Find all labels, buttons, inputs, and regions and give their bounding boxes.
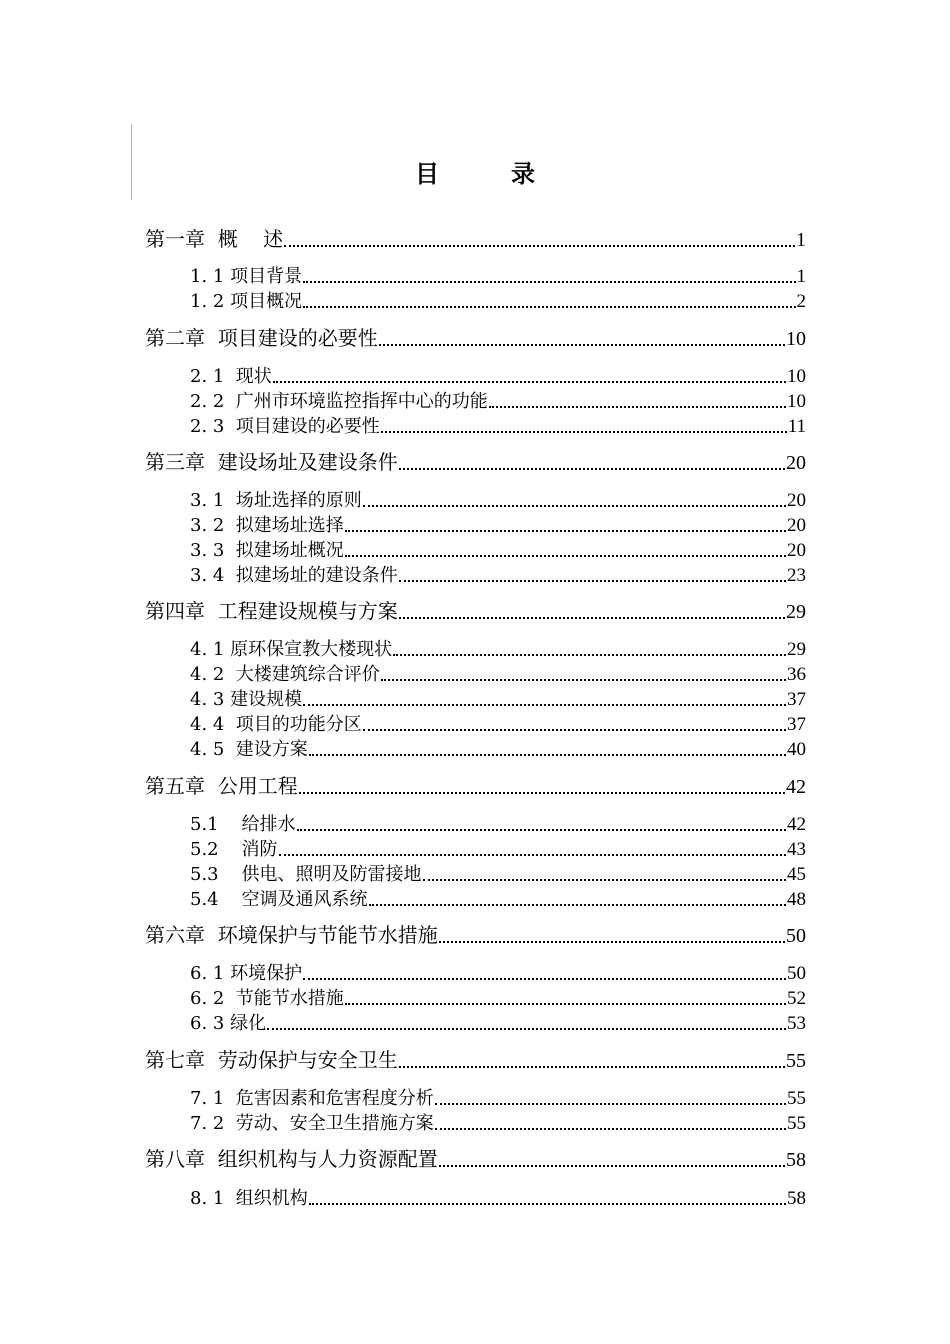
dot-leader — [345, 555, 786, 557]
toc-section-entry[interactable] — [190, 484, 806, 512]
dot-leader — [345, 530, 786, 532]
dot-leader — [303, 978, 786, 980]
toc-page-number: 2 — [796, 291, 806, 312]
toc-entry-label: 5.2 消防 — [190, 839, 278, 860]
toc-chapter-entry[interactable] — [145, 323, 806, 351]
toc-page-number: 58 — [787, 1188, 806, 1209]
toc-page-number: 23 — [787, 565, 806, 586]
toc-entry-label: 3. 1 场址选择的原则 — [190, 490, 362, 511]
dot-leader — [439, 941, 785, 943]
toc-entry-label: 5.1 给排水 — [190, 814, 296, 835]
dot-leader — [399, 617, 785, 619]
dot-leader — [399, 1066, 785, 1068]
toc-entry-label: 4. 3 建设规模 — [190, 689, 303, 710]
toc-page-number: 20 — [787, 540, 806, 561]
toc-entry-label: 第八章 组织机构与人力资源配置 — [145, 1147, 438, 1171]
dot-leader — [379, 344, 785, 346]
toc-entry-label: 2. 2 广州市环境监控指挥中心的功能 — [190, 391, 488, 412]
toc-page-number: 20 — [787, 490, 806, 511]
dot-leader — [435, 1128, 786, 1130]
dot-leader — [423, 879, 786, 881]
toc-section-entry[interactable] — [190, 260, 806, 288]
toc-page-number: 55 — [786, 1050, 806, 1072]
toc-entry-label: 6. 2 节能节水措施 — [190, 988, 344, 1009]
dot-leader — [309, 1203, 786, 1205]
toc-page-number: 36 — [787, 664, 806, 685]
toc-section-entry[interactable] — [190, 534, 806, 562]
dot-leader — [489, 406, 786, 408]
toc-page-number: 40 — [787, 739, 806, 760]
dot-leader — [279, 854, 786, 856]
toc-entry-label: 第七章 劳动保护与安全卫生 — [145, 1048, 398, 1072]
toc-page-number: 29 — [787, 639, 806, 660]
toc-section-entry[interactable] — [190, 360, 806, 388]
toc-page-number: 53 — [787, 1013, 806, 1034]
dot-leader — [303, 281, 795, 283]
toc-page-number: 58 — [786, 1149, 806, 1171]
toc-page-number: 11 — [787, 416, 806, 437]
toc-section-entry[interactable] — [190, 708, 806, 736]
toc-entry-label: 2. 3 项目建设的必要性 — [190, 416, 380, 437]
toc-page-number: 20 — [787, 515, 806, 536]
dot-leader — [381, 679, 786, 681]
toc-section-entry[interactable] — [190, 1082, 806, 1110]
dot-leader — [303, 306, 795, 308]
toc-page-number: 52 — [787, 988, 806, 1009]
toc-entry-label: 5.4 空调及通风系统 — [190, 889, 368, 910]
toc-entry-label: 4. 4 项目的功能分区 — [190, 714, 362, 735]
toc-entry-label: 第二章 项目建设的必要性 — [145, 326, 378, 350]
toc-page-number: 1 — [796, 229, 806, 251]
toc-page-number: 42 — [787, 814, 806, 835]
dot-leader — [439, 1165, 785, 1167]
toc-page-number: 10 — [787, 391, 806, 412]
toc-entry-label: 5.3 供电、照明及防雷接地 — [190, 864, 422, 885]
toc-page-number: 37 — [787, 714, 806, 735]
toc-entry-label: 4. 2 大楼建筑综合评价 — [190, 664, 380, 685]
toc-entry-label: 第六章 环境保护与节能节水措施 — [145, 923, 438, 947]
toc-page-number: 55 — [787, 1088, 806, 1109]
toc-chapter-entry[interactable] — [145, 224, 806, 252]
toc-entry-label: 7. 2 劳动、安全卫生措施方案 — [190, 1113, 434, 1134]
toc-entry-label: 第四章 工程建设规模与方案 — [145, 599, 398, 623]
toc-section-entry[interactable] — [190, 285, 806, 313]
toc-section-entry[interactable] — [190, 683, 806, 711]
dot-leader — [297, 829, 786, 831]
toc-entry-label: 1. 1 项目背景 — [190, 266, 303, 287]
toc-page-number: 37 — [787, 689, 806, 710]
toc-section-entry[interactable] — [190, 658, 806, 686]
dot-leader — [299, 792, 785, 794]
dot-leader — [273, 381, 786, 383]
toc-page-number: 20 — [786, 452, 806, 474]
dot-leader — [369, 904, 786, 906]
toc-section-entry[interactable] — [190, 833, 806, 861]
toc-entry-label: 第一章 概 述 — [145, 227, 284, 251]
toc-entry-label: 3. 2 拟建场址选择 — [190, 515, 344, 536]
toc-chapter-entry[interactable] — [145, 447, 806, 475]
toc-entry-label: 4. 5 建设方案 — [190, 739, 308, 760]
toc-entry-label: 7. 1 危害因素和危害程度分析 — [190, 1088, 434, 1109]
toc-page-number: 29 — [786, 601, 806, 623]
toc-entry-label: 4. 1 原环保宣教大楼现状 — [190, 639, 393, 660]
toc-page-number: 43 — [787, 839, 806, 860]
toc-page-number: 45 — [787, 864, 806, 885]
toc-section-entry[interactable] — [190, 808, 806, 836]
toc-page-number: 42 — [786, 776, 806, 798]
toc-section-entry[interactable] — [190, 410, 806, 438]
toc-chapter-entry[interactable] — [145, 1144, 806, 1172]
toc-entry-label: 8. 1 组织机构 — [190, 1188, 308, 1209]
toc-section-entry[interactable] — [190, 982, 806, 1010]
toc-entry-label: 第五章 公用工程 — [145, 774, 298, 798]
toc-section-entry[interactable] — [190, 858, 806, 886]
toc-entry-label: 6. 3 绿化 — [190, 1013, 267, 1034]
toc-page-number: 48 — [787, 889, 806, 910]
dot-leader — [393, 654, 786, 656]
toc-chapter-entry[interactable] — [145, 771, 806, 799]
toc-page-number: 50 — [786, 925, 806, 947]
dot-leader — [399, 468, 785, 470]
toc-entry-label: 2. 1 现状 — [190, 366, 272, 387]
toc-section-entry[interactable] — [190, 559, 806, 587]
toc-entry-label: 3. 3 拟建场址概况 — [190, 540, 344, 561]
toc-chapter-entry[interactable] — [145, 1045, 806, 1073]
toc-title: 目 录 — [415, 160, 559, 188]
toc-section-entry[interactable] — [190, 733, 806, 761]
toc-page-number: 10 — [786, 328, 806, 350]
dot-leader — [399, 580, 786, 582]
dot-leader — [267, 1028, 786, 1030]
toc-section-entry[interactable] — [190, 957, 806, 985]
dot-leader — [284, 245, 795, 247]
toc-entry-label: 第三章 建设场址及建设条件 — [145, 450, 398, 474]
toc-page-number: 10 — [787, 366, 806, 387]
dot-leader — [381, 431, 787, 433]
toc-page-number: 55 — [787, 1113, 806, 1134]
toc-entry-label: 1. 2 项目概况 — [190, 291, 303, 312]
dot-leader — [303, 704, 786, 706]
toc-page-number: 1 — [796, 266, 806, 287]
dot-leader — [345, 1003, 786, 1005]
toc-section-entry[interactable] — [190, 1182, 806, 1210]
toc-section-entry[interactable] — [190, 1107, 806, 1135]
toc-section-entry[interactable] — [190, 385, 806, 413]
toc-entry-label: 3. 4 拟建场址的建设条件 — [190, 565, 398, 586]
dot-leader — [363, 729, 786, 731]
toc-entry-label: 6. 1 环境保护 — [190, 963, 303, 984]
toc-section-entry[interactable] — [190, 883, 806, 911]
dot-leader — [309, 754, 786, 756]
dot-leader — [363, 505, 786, 507]
dot-leader — [435, 1103, 786, 1105]
toc-section-entry[interactable] — [190, 1007, 806, 1035]
toc-section-entry[interactable] — [190, 509, 806, 537]
toc-chapter-entry[interactable] — [145, 920, 806, 948]
toc-chapter-entry[interactable] — [145, 596, 806, 624]
toc-section-entry[interactable] — [190, 633, 806, 661]
toc-page-number: 50 — [787, 963, 806, 984]
